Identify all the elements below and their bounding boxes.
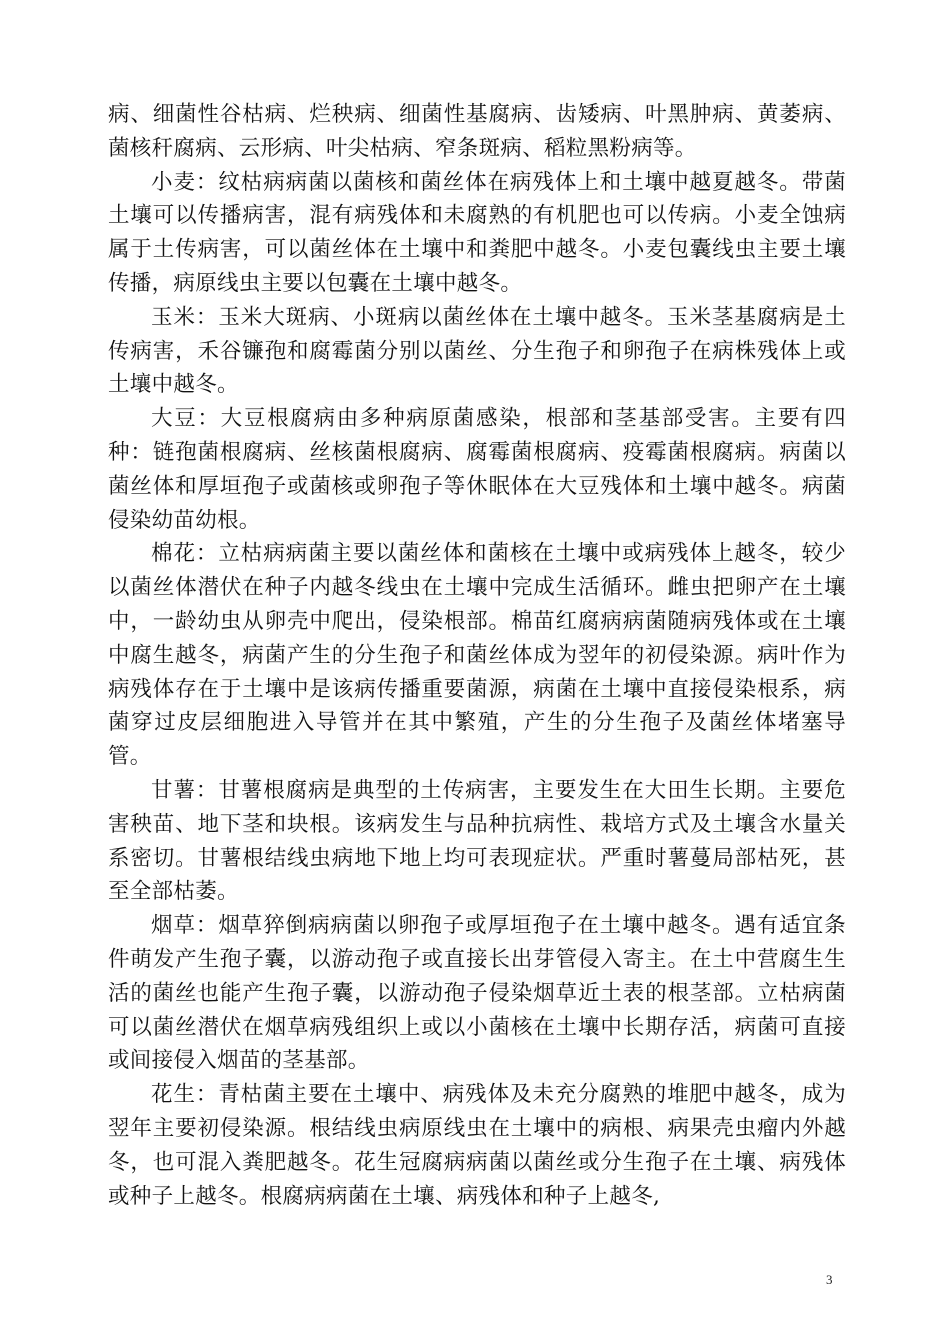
paragraph-wheat: 小麦：纹枯病病菌以菌核和菌丝体在病残体上和土壤中越夏越冬。带菌土壤可以传播病害，混有病残体和未腐熟的有机肥也可以传病。小麦全蚀病属于土传病害，可以菌丝体在土壤中和粪肥中越冬。小麦包囊线虫主要土壤传播，病原线虫主要以包囊在土壤中越冬。 [108, 169, 846, 296]
page-number: 3 [826, 1272, 833, 1287]
body-text [108, 98, 846, 1213]
paragraph-1: 病、细菌性谷枯病、烂秧病、细菌性基腐病、齿矮病、叶黑肿病、黄萎病、菌核秆腐病、云形病、叶尖枯病、窄条斑病、稻粒黑粉病等。 [108, 102, 846, 161]
paragraph-corn: 玉米：玉米大斑病、小斑病以菌丝体在土壤中越冬。玉米茎基腐病是土传病害，禾谷镰孢和腐霉菌分别以菌丝、分生孢子和卵孢子在病株残体上或土壤中越冬。 [108, 304, 846, 398]
paragraph-cotton: 棉花：立枯病病菌主要以菌丝体和菌核在土壤中或病残体上越冬，较少以菌丝体潜伏在种子内越冬线虫在土壤中完成生活循环。雌虫把卵产在土壤中，一龄幼虫从卵壳中爬出，侵染根部。棉苗红腐病病菌随病残体或在土壤中腐生越冬，病菌产生的分生孢子和菌丝体成为翌年的初侵染源。病叶作为病残体存在于土壤中是该病传播重要菌源，病菌在土壤中直接侵染根系，病菌穿过皮层细胞进入导管并在其中繁殖，产生的分生孢子及菌丝体堵塞导管。 [108, 541, 846, 770]
paragraph-soybean: 大豆：大豆根腐病由多种病原菌感染，根部和茎基部受害。主要有四种：链孢菌根腐病、丝核菌根腐病、腐霉菌根腐病、疫霉菌根腐病。病菌以菌丝体和厚垣孢子或菌核或卵孢子等休眠体在大豆残体和土壤中越冬。病菌侵染幼苗幼根。 [108, 406, 846, 533]
paragraph-sweet-potato: 甘薯：甘薯根腐病是典型的土传病害，主要发生在大田生长期。主要危害秧苗、地下茎和块根。该病发生与品种抗病性、栽培方式及土壤含水量关系密切。甘薯根结线虫病地下地上均可表现症状。严重时薯蔓局部枯死，甚至全部枯萎。 [108, 777, 846, 905]
paragraph-peanut: 花生：青枯菌主要在土壤中、病残体及未充分腐熟的堆肥中越冬，成为翌年主要初侵染源。根结线虫病原线虫在土壤中的病根、病果壳虫瘤内外越冬，也可混入粪肥越冬。花生冠腐病病菌以菌丝或分生孢子在土壤、病残体或种子上越冬。根腐病病菌在土壤、病残体和种子上越冬, [108, 1082, 846, 1209]
paragraph-tobacco: 烟草：烟草猝倒病病菌以卵孢子或厚垣孢子在土壤中越冬。遇有适宜条件萌发产生孢子囊，以游动孢子或直接长出芽管侵入寄主。在土中营腐生生活的菌丝也能产生孢子囊，以游动孢子侵染烟草近土表的根茎部。立枯病菌可以菌丝潜伏在烟草病残组织上或以小菌核在土壤中长期存活，病菌可直接或间接侵入烟苗的茎基部。 [108, 913, 846, 1074]
